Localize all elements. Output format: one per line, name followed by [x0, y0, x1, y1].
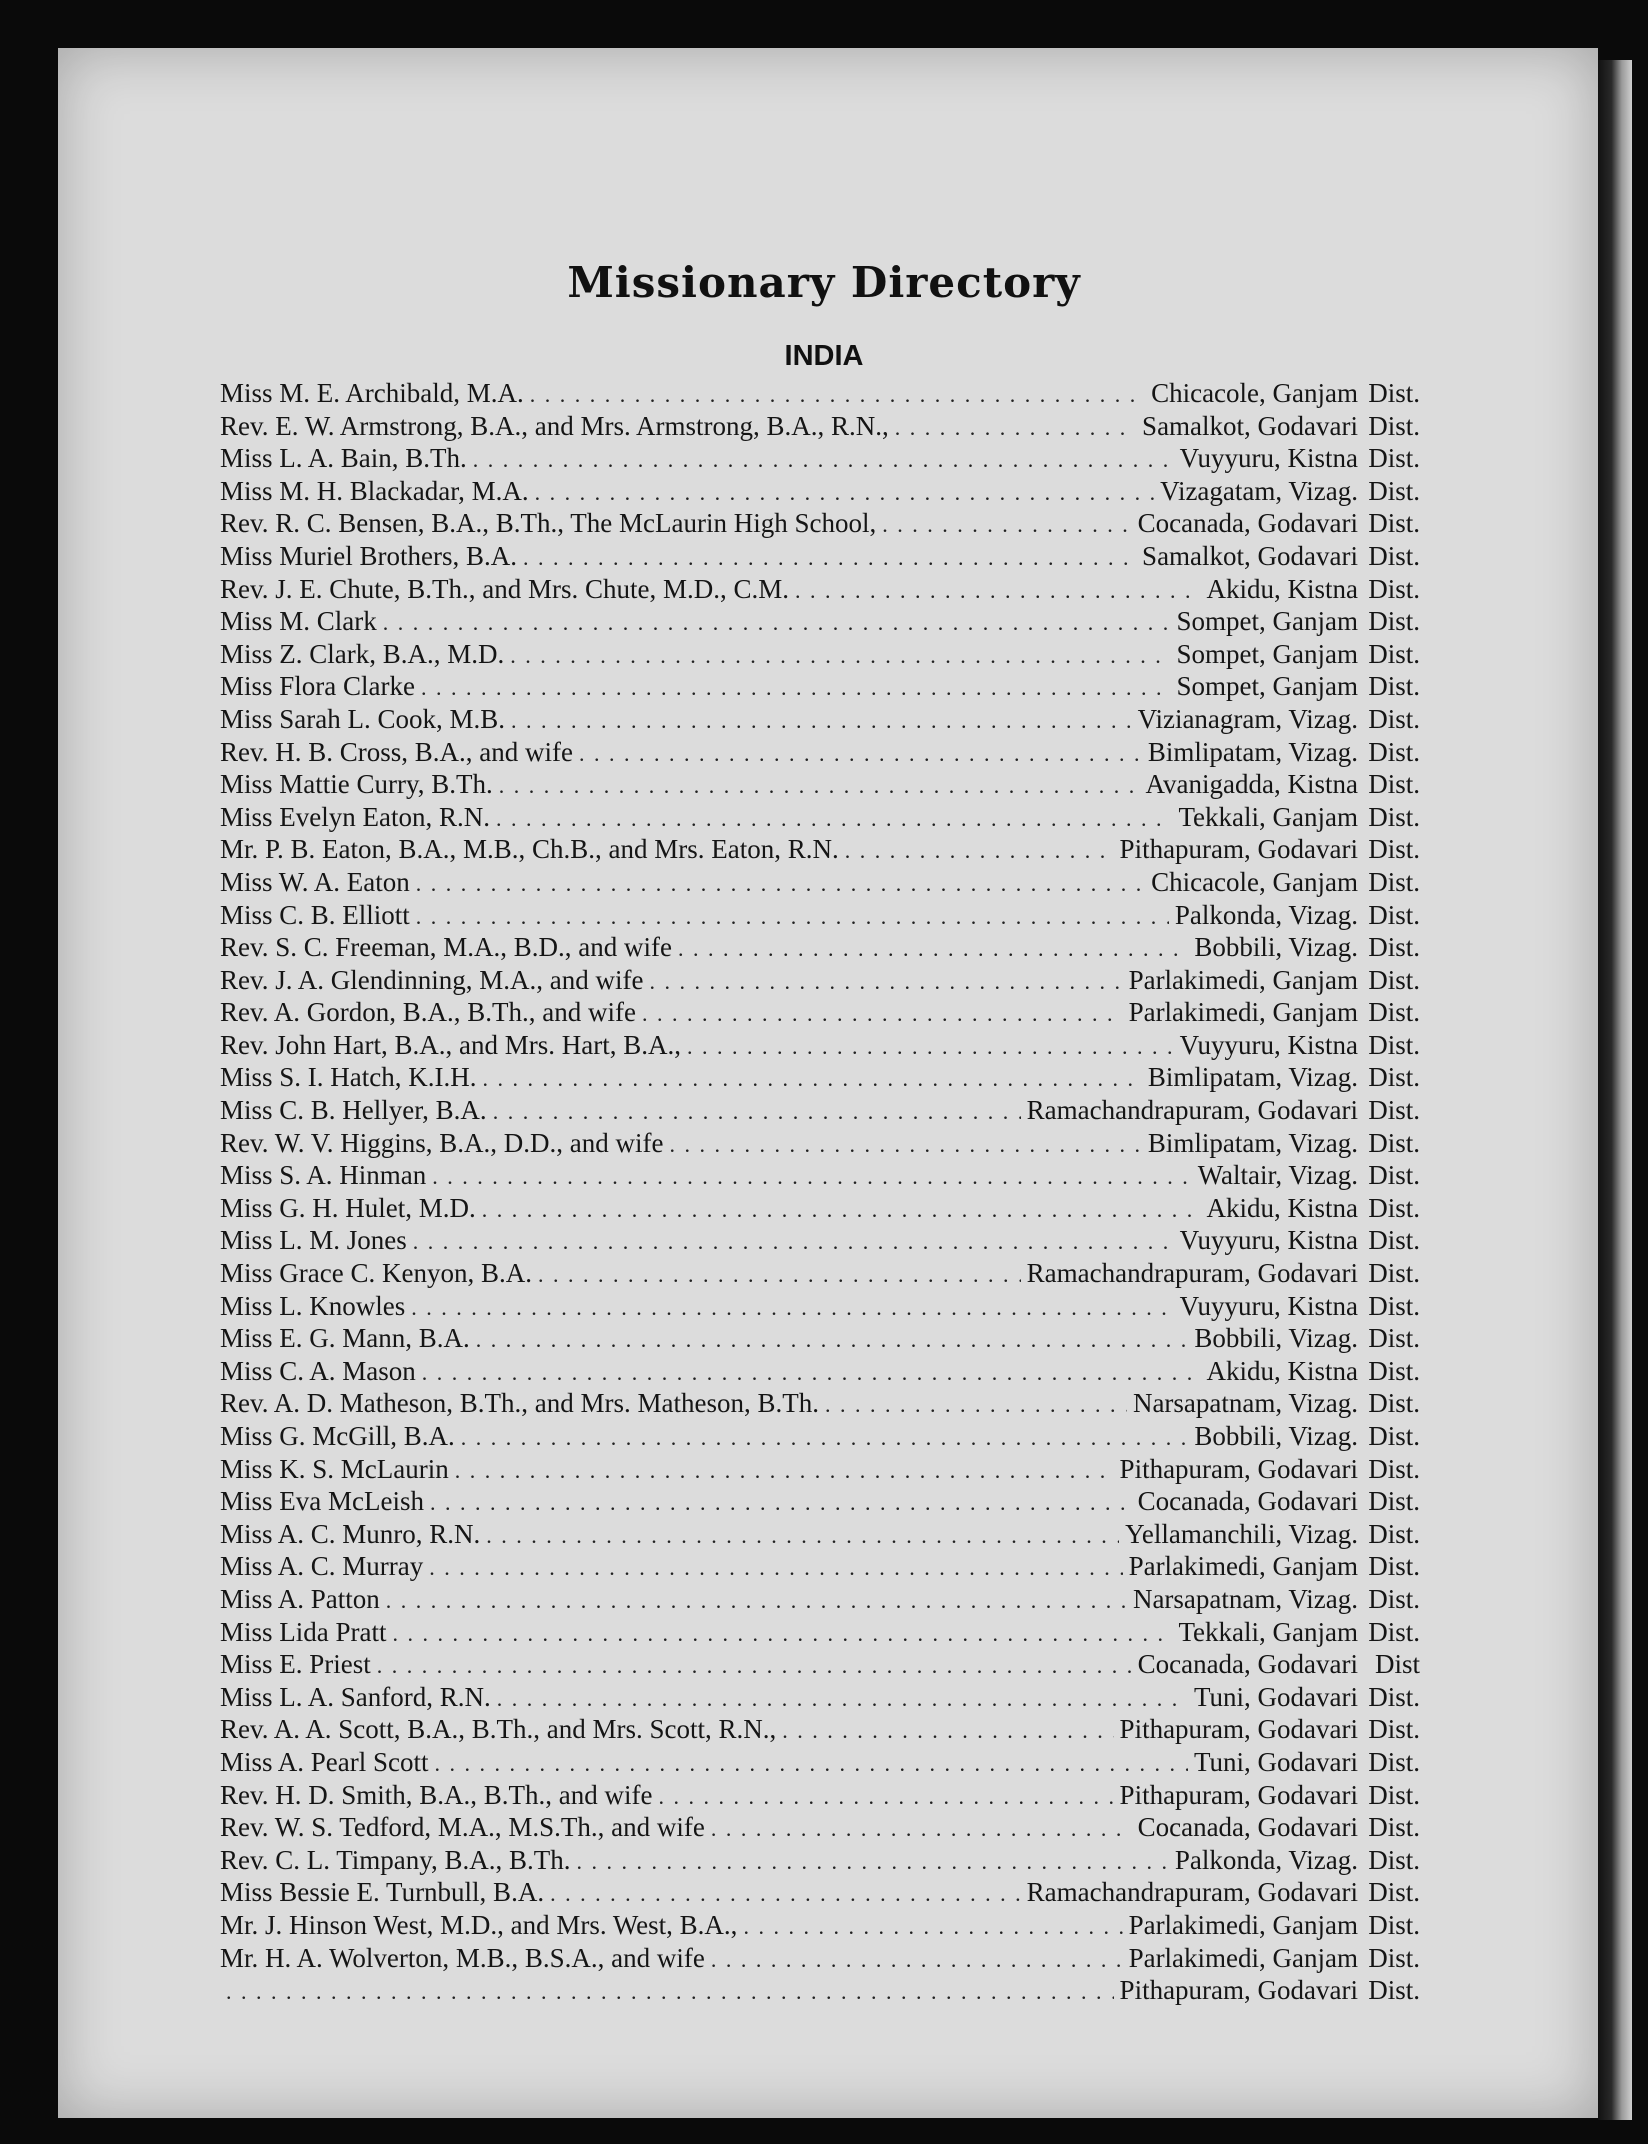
directory-entry: [220, 834, 1420, 867]
missionary-name: Miss C. B. Hellyer, B.A.: [220, 1095, 487, 1126]
station-location: Yellamanchili, Vizag.: [1125, 1518, 1358, 1549]
missionary-name: Miss K. S. McLaurin: [220, 1453, 449, 1484]
directory-entry: [220, 671, 1420, 704]
missionary-name: Rev. H. D. Smith, B.A., B.Th., and wife: [220, 1779, 653, 1810]
missionary-name: Miss M. H. Blackadar, M.A.: [220, 475, 529, 506]
station-location: Tuni, Godavari: [1193, 1681, 1358, 1712]
dot-leader: [432, 1164, 1191, 1190]
dot-leader: [882, 512, 1131, 538]
missionary-name: Miss L. Knowles: [220, 1290, 406, 1321]
directory-entry: [220, 1388, 1420, 1421]
district-label: Dist.: [1368, 801, 1420, 832]
district-label: Dist.: [1368, 1877, 1420, 1908]
directory-entry: [220, 574, 1420, 607]
station-location: Pithapuram, Godavari: [1119, 1453, 1358, 1484]
dot-leader: [658, 1784, 1113, 1810]
district-label: Dist.: [1368, 899, 1420, 930]
station-location: Vuyyuru, Kistna: [1179, 443, 1358, 474]
dot-leader: [743, 1914, 1122, 1940]
dot-leader: [642, 1001, 1123, 1027]
district-label: Dist.: [1368, 443, 1420, 474]
directory-entry: [220, 606, 1420, 639]
missionary-name: Miss Grace C. Kenyon, B.A.: [220, 1258, 532, 1289]
station-location: Waltair, Vizag.: [1197, 1160, 1358, 1191]
dot-leader: [377, 1653, 1132, 1679]
dot-leader: [510, 643, 1170, 669]
station-location: Parlakimedi, Ganjam: [1128, 997, 1358, 1028]
dot-leader: [455, 1458, 1114, 1484]
missionary-name: Mr. P. B. Eaton, B.A., M.B., Ch.B., and Mrs. Eaton, R.N.: [220, 834, 839, 865]
station-location: Pithapuram, Godavari: [1119, 1779, 1358, 1810]
missionary-name: Miss L. A. Sanford, R.N.: [220, 1681, 491, 1712]
missionary-name: Mr. H. A. Wolverton, M.B., B.S.A., and wife: [220, 1942, 705, 1973]
station-location: Akidu, Kistna: [1206, 1355, 1358, 1386]
missionary-name: Rev. H. B. Cross, B.A., and wife: [220, 736, 573, 767]
dot-leader: [413, 1229, 1174, 1255]
district-label: Dist.: [1368, 964, 1420, 995]
district-label: Dist.: [1368, 378, 1420, 408]
dot-leader: [825, 1392, 1127, 1418]
district-label: Dist.: [1368, 1518, 1420, 1549]
section-heading: INDIA: [784, 340, 864, 372]
dot-leader: [416, 904, 1169, 930]
dot-leader: [496, 806, 1172, 832]
directory-entry: [220, 802, 1420, 835]
missionary-name: Miss C. B. Elliott: [220, 899, 410, 930]
directory-entry: [220, 1943, 1420, 1976]
dot-leader: [416, 871, 1145, 897]
district-label: Dist.: [1368, 1029, 1420, 1060]
missionary-name: Rev. J. A. Glendinning, M.A., and wife: [220, 964, 644, 995]
district-label: Dist.: [1368, 508, 1420, 539]
directory-entry: [220, 1095, 1420, 1128]
dot-leader: [649, 969, 1122, 995]
missionary-name: Miss Bessie E. Turnbull, B.A.: [220, 1877, 545, 1908]
directory-entry: [220, 1193, 1420, 1226]
station-location: Cocanada, Godavari: [1137, 1486, 1358, 1517]
dot-leader: [523, 545, 1136, 571]
missionary-name: Miss Evelyn Eaton, R.N.: [220, 801, 490, 832]
station-location: Bimlipatam, Vizag.: [1147, 736, 1358, 767]
missionary-name: Miss E. Priest: [220, 1649, 371, 1680]
missionary-name: Miss A. Pearl Scott: [220, 1746, 429, 1777]
missionary-name: Rev. C. L. Timpany, B.A., B.Th.: [220, 1844, 571, 1875]
directory-entry: [220, 1519, 1420, 1552]
dot-leader: [435, 1751, 1188, 1777]
station-location: Cocanada, Godavari: [1137, 1812, 1358, 1843]
district-label: Dist.: [1368, 1095, 1420, 1126]
dot-leader: [678, 936, 1188, 962]
directory-entry: [220, 1812, 1420, 1845]
station-location: Vuyyuru, Kistna: [1179, 1225, 1358, 1256]
station-location: Chicacole, Ganjam: [1151, 866, 1358, 897]
directory-entry: [220, 541, 1420, 574]
dot-leader: [538, 1262, 1021, 1288]
missionary-name: Miss L. A. Bain, B.Th.: [220, 443, 467, 474]
directory-entry: [220, 1617, 1420, 1650]
district-label: Dist.: [1368, 1421, 1420, 1451]
district-label: Dist.: [1368, 997, 1420, 1028]
dot-leader: [711, 1816, 1132, 1842]
missionary-name: Miss S. A. Hinman: [220, 1160, 427, 1191]
district-label: Dist.: [1368, 638, 1420, 669]
missionary-name: Miss Sarah L. Cook, M.B.: [220, 703, 506, 734]
missionary-name: Miss Flora Clarke: [220, 671, 415, 702]
missionary-name: Miss S. I. Hatch, K.I.H.: [220, 1062, 477, 1093]
district-label: Dist.: [1368, 1486, 1420, 1517]
station-location: Bobbili, Vizag.: [1194, 1323, 1358, 1354]
directory-entry: [220, 1062, 1420, 1095]
station-location: Vuyyuru, Kistna: [1179, 1029, 1358, 1060]
station-location: Ramachandrapuram, Godavari: [1026, 1095, 1358, 1126]
missionary-name: Miss Muriel Brothers, B.A.: [220, 540, 517, 571]
dot-leader: [429, 1555, 1122, 1581]
dot-leader: [386, 1588, 1127, 1614]
dot-leader: [430, 1490, 1132, 1516]
missionary-name: Miss A. C. Munro, R.N.: [220, 1518, 481, 1549]
directory-entry: [220, 965, 1420, 998]
dot-leader: [493, 1099, 1021, 1125]
district-label: Dist.: [1368, 540, 1420, 571]
district-label: Dist.: [1368, 1779, 1420, 1810]
directory-entry: [220, 704, 1420, 737]
missionary-name: Miss C. A. Mason: [220, 1355, 416, 1386]
dot-leader: [530, 382, 1145, 408]
dot-leader: [482, 1197, 1201, 1223]
missionary-name: Miss Eva McLeish: [220, 1486, 424, 1517]
directory-entry: [220, 737, 1420, 770]
station-location: Cocanada, Godavari: [1137, 508, 1358, 539]
missionary-name: Rev. W. V. Higgins, B.A., D.D., and wife: [220, 1127, 664, 1158]
district-label: Dist.: [1368, 1258, 1420, 1289]
missionary-name: Rev. John Hart, B.A., and Mrs. Hart, B.A.,: [220, 1029, 681, 1060]
dot-leader: [476, 1327, 1189, 1353]
district-label: Dist.: [1368, 1583, 1420, 1614]
station-location: Avanigadda, Kistna: [1145, 769, 1358, 800]
missionary-name: Miss Lida Pratt: [220, 1616, 387, 1647]
district-label: Dist.: [1368, 1225, 1420, 1256]
station-location: Akidu, Kistna: [1206, 573, 1358, 604]
station-location: Tekkali, Ganjam: [1178, 1616, 1358, 1647]
directory-entry: [220, 1128, 1420, 1161]
directory-entry: [220, 997, 1420, 1030]
directory-entry: [220, 1454, 1420, 1487]
district-label: Dist.: [1368, 1551, 1420, 1582]
district-label: Dist.: [1368, 573, 1420, 604]
directory-entry: [220, 867, 1420, 900]
missionary-name: Miss L. M. Jones: [220, 1225, 407, 1256]
dot-leader: [422, 1360, 1201, 1386]
station-location: Sompet, Ganjam: [1176, 671, 1358, 702]
missionary-name: Rev. A. A. Scott, B.A., B.Th., and Mrs. Scott, R.N.,: [220, 1714, 777, 1745]
district-label: Dist.: [1368, 866, 1420, 897]
page-title: Missionary Directory: [567, 258, 1081, 307]
dot-leader: [461, 1425, 1189, 1451]
station-location: Ramachandrapuram, Godavari: [1026, 1877, 1358, 1908]
district-label: Dist.: [1368, 736, 1420, 767]
station-location: Bobbili, Vizag.: [1194, 932, 1358, 963]
directory-entry: [220, 1714, 1420, 1747]
district-label: Dist.: [1368, 1388, 1420, 1419]
dot-leader: [473, 447, 1174, 473]
directory-entry: [220, 1584, 1420, 1617]
directory-list: [220, 378, 1420, 2008]
missionary-name: Miss M. E. Archibald, M.A.: [220, 378, 524, 408]
directory-entry: [220, 1649, 1420, 1682]
directory-entry: [220, 1160, 1420, 1193]
station-location: Parlakimedi, Ganjam: [1128, 964, 1358, 995]
station-location: Palkonda, Vizag.: [1174, 1844, 1358, 1875]
station-location: Chicacole, Ganjam: [1151, 378, 1358, 408]
missionary-name: Miss Mattie Curry, B.Th.: [220, 769, 493, 800]
station-location: Narsapatnam, Vizag.: [1132, 1583, 1358, 1614]
dot-leader: [393, 1621, 1173, 1647]
dot-leader: [577, 1849, 1169, 1875]
station-location: Pithapuram, Godavari: [1119, 834, 1358, 865]
dot-leader: [511, 708, 1132, 734]
directory-entry: [220, 1551, 1420, 1584]
district-label: Dist.: [1368, 834, 1420, 865]
directory-entry: [220, 508, 1420, 541]
directory-entry: [220, 1291, 1420, 1324]
directory-entry: [220, 1747, 1420, 1780]
district-label: Dist.: [1368, 1909, 1420, 1940]
missionary-name: Miss M. Clark: [220, 606, 377, 637]
missionary-name: Rev. E. W. Armstrong, B.A., and Mrs. Armstrong, B.A., R.N.,: [220, 410, 889, 441]
directory-entry: [220, 1421, 1420, 1454]
missionary-name: Miss A. Patton: [220, 1583, 380, 1614]
station-location: Vizagatam, Vizag.: [1160, 475, 1358, 506]
station-location: Tuni, Godavari: [1193, 1746, 1358, 1777]
dot-leader: [411, 1295, 1173, 1321]
district-label: Dist.: [1368, 1844, 1420, 1875]
directory-entry: [220, 1356, 1420, 1389]
missionary-name: Rev. R. C. Bensen, B.A., B.Th., The McLaurin High School,: [220, 508, 877, 539]
station-location: Narsapatnam, Vizag.: [1132, 1388, 1358, 1419]
station-location: Tekkali, Ganjam: [1178, 801, 1358, 832]
directory-entry: [220, 769, 1420, 802]
dot-leader: [687, 1034, 1174, 1060]
district-label: Dist.: [1368, 1616, 1420, 1647]
directory-entry: [220, 900, 1420, 933]
dot-leader: [711, 1947, 1123, 1973]
missionary-name: Miss G. McGill, B.A.: [220, 1421, 455, 1451]
district-label: Dist.: [1368, 1812, 1420, 1843]
district-label: Dist.: [1368, 703, 1420, 734]
missionary-name: Rev. A. Gordon, B.A., B.Th., and wife: [220, 997, 636, 1028]
district-label: Dist.: [1368, 1453, 1420, 1484]
dot-leader: [383, 610, 1171, 636]
dot-leader: [483, 1066, 1142, 1092]
missionary-name: Miss G. H. Hulet, M.D.: [220, 1192, 476, 1223]
missionary-name: Miss E. G. Mann, B.A.: [220, 1323, 470, 1354]
missionary-name: Rev. W. S. Tedford, M.A., M.S.Th., and wife: [220, 1812, 705, 1843]
district-label: Dist.: [1368, 1942, 1420, 1973]
station-location: Parlakimedi, Ganjam: [1128, 1942, 1358, 1973]
directory-entry: [220, 1323, 1420, 1356]
district-label: Dist.: [1368, 1746, 1420, 1777]
district-label: Dist.: [1368, 475, 1420, 506]
missionary-name: Mr. J. Hinson West, M.D., and Mrs. West, B.A.,: [220, 1909, 738, 1940]
directory-entry: [220, 1030, 1420, 1063]
directory-entry: [220, 932, 1420, 965]
directory-entry: [220, 1486, 1420, 1519]
station-location: Vuyyuru, Kistna: [1179, 1290, 1358, 1321]
station-location: Palkonda, Vizag.: [1174, 899, 1358, 930]
station-location: Bimlipatam, Vizag.: [1147, 1062, 1358, 1093]
district-label: Dist.: [1368, 1160, 1420, 1191]
dot-leader: [782, 1718, 1113, 1744]
directory-entry: [220, 639, 1420, 672]
station-location: Sompet, Ganjam: [1176, 606, 1358, 637]
district-label: Dist.: [1368, 1714, 1420, 1745]
district-label: Dist.: [1368, 1062, 1420, 1093]
directory-entry: [220, 1877, 1420, 1910]
district-label: Dist.: [1368, 1355, 1420, 1386]
missionary-name: Rev. J. E. Chute, B.Th., and Mrs. Chute, M.D., C.M.: [220, 573, 789, 604]
directory-entry: [220, 411, 1420, 444]
station-location: Samalkot, Godavari: [1142, 540, 1358, 571]
directory-entry: [220, 1682, 1420, 1715]
district-label: Dist.: [1368, 769, 1420, 800]
station-location: Bobbili, Vizag.: [1194, 1421, 1358, 1451]
district-label: Dist.: [1368, 932, 1420, 963]
dot-leader: [486, 1523, 1119, 1549]
district-label: Dist.: [1368, 1290, 1420, 1321]
directory-entry: [220, 1845, 1420, 1878]
dot-leader: [535, 480, 1154, 506]
station-location: Samalkot, Godavari: [1142, 410, 1358, 441]
dot-leader: [499, 773, 1140, 799]
district-label: Dist.: [1368, 606, 1420, 637]
directory-entry: [220, 1780, 1420, 1813]
dot-leader: [845, 838, 1114, 864]
district-label: Dist.: [1368, 1975, 1420, 2006]
missionary-name: Rev. A. D. Matheson, B.Th., and Mrs. Matheson, B.Th.: [220, 1388, 819, 1419]
directory-entry: [220, 378, 1420, 411]
directory-entry: [220, 1225, 1420, 1258]
missionary-name: Rev. S. C. Freeman, M.A., B.D., and wife: [220, 932, 672, 963]
missionary-name: Miss W. A. Eaton: [220, 866, 410, 897]
district-label: Dist.: [1368, 410, 1420, 441]
directory-entry: [220, 1910, 1420, 1943]
directory-entry: [220, 1975, 1420, 2008]
dot-leader: [670, 1132, 1142, 1158]
directory-entry: [220, 476, 1420, 509]
dot-leader: [895, 415, 1136, 441]
station-location: Parlakimedi, Ganjam: [1128, 1909, 1358, 1940]
dot-leader: [579, 741, 1142, 767]
district-label: Dist: [1374, 1649, 1420, 1680]
station-location: Ramachandrapuram, Godavari: [1026, 1258, 1358, 1289]
missionary-name: Miss Z. Clark, B.A., M.D.: [220, 638, 505, 669]
dot-leader: [550, 1881, 1021, 1907]
dot-leader: [795, 578, 1201, 604]
station-location: Pithapuram, Godavari: [1119, 1714, 1358, 1745]
district-label: Dist.: [1368, 1681, 1420, 1712]
dot-leader: [226, 1979, 1114, 2005]
station-location: Akidu, Kistna: [1206, 1192, 1358, 1223]
directory-entry: [220, 1258, 1420, 1291]
station-location: Cocanada, Godavari: [1137, 1649, 1358, 1680]
missionary-name: Miss A. C. Murray: [220, 1551, 424, 1582]
station-location: Pithapuram, Godavari: [1119, 1975, 1358, 2006]
dot-leader: [421, 675, 1171, 701]
station-location: Sompet, Ganjam: [1176, 638, 1358, 669]
district-label: Dist.: [1368, 1127, 1420, 1158]
directory-entry: [220, 443, 1420, 476]
district-label: Dist.: [1368, 1192, 1420, 1223]
station-location: Vizianagram, Vizag.: [1137, 703, 1358, 734]
district-label: Dist.: [1368, 671, 1420, 702]
dot-leader: [497, 1686, 1188, 1712]
district-label: Dist.: [1368, 1323, 1420, 1354]
station-location: Parlakimedi, Ganjam: [1128, 1551, 1358, 1582]
station-location: Bimlipatam, Vizag.: [1147, 1127, 1358, 1158]
